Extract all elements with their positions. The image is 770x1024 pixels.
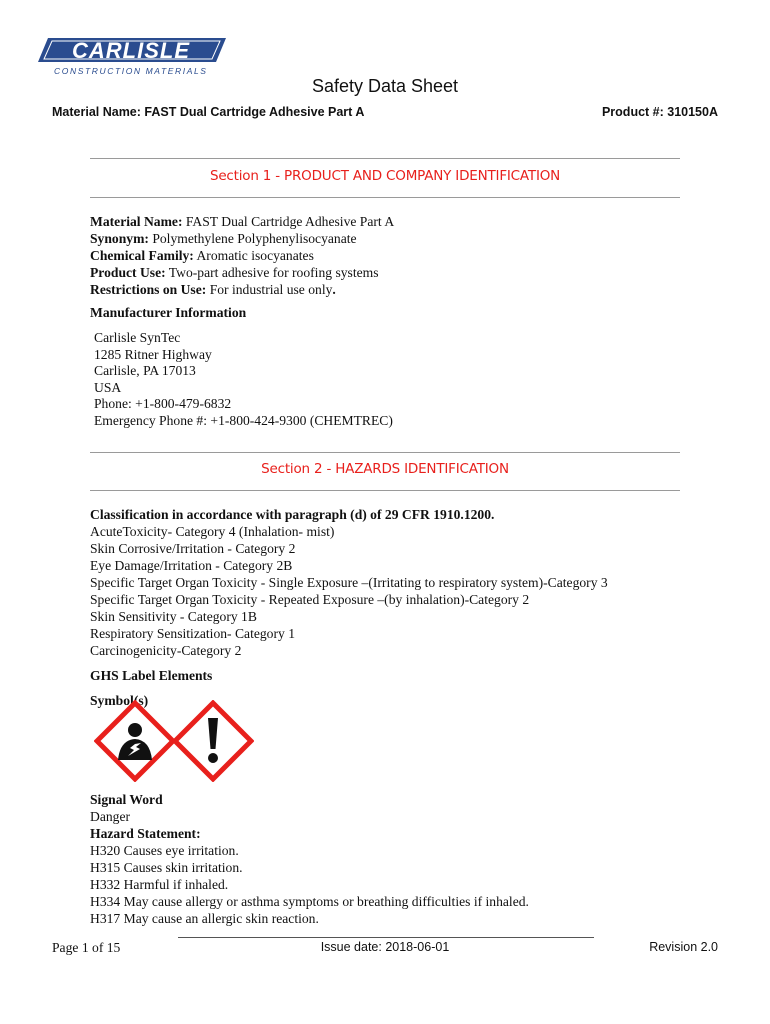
section-1-fields (90, 213, 690, 321)
revision: Revision 2.0 (649, 940, 718, 954)
field-product-use: Product Use: Two-part adhesive for roofing systems (90, 265, 379, 280)
section-2-classification (90, 506, 690, 709)
header-product-number: Product #: 310150A (601, 105, 718, 119)
logo-brand-text: CARLISLE (72, 38, 190, 63)
emergency-phone-line: Emergency Phone #: +1-800-424-9300 (CHEMTREC) (94, 412, 393, 428)
divider (90, 158, 680, 159)
field-restrictions-on-use: Restrictions on Use: For industrial use only. (90, 282, 336, 297)
field-chemical-family: Chemical Family: Aromatic isocyanates (90, 248, 314, 263)
classification-item: AcuteToxicity- Category 4 (Inhalation- mist) (90, 524, 335, 539)
classification-item: Skin Corrosive/Irritation - Category 2 (90, 541, 296, 556)
signal-and-hazard (90, 791, 690, 927)
section-1-title: Section 1 - PRODUCT AND COMPANY IDENTIFICATION (209, 168, 561, 184)
ghs-heading: GHS Label Elements (90, 668, 213, 683)
address-line: Carlisle SynTec (94, 330, 181, 345)
page-number: Page 1 of 15 (52, 940, 121, 955)
address-line: Carlisle, PA 17013 (94, 363, 196, 378)
address-line: USA (94, 379, 122, 395)
hazard-statement: H320 Causes eye irritation. (90, 843, 239, 858)
document-title: Safety Data Sheet (311, 76, 459, 96)
classification-item: Skin Sensitivity - Category 1B (90, 609, 257, 624)
footer-divider (178, 937, 594, 938)
exclamation-mark-icon (172, 700, 254, 782)
signal-word: Danger (90, 809, 131, 824)
field-synonym: Synonym: Polymethylene Polyphenylisocyanate (90, 231, 357, 246)
classification-item: Carcinogenicity-Category 2 (90, 643, 242, 658)
divider (90, 490, 680, 491)
field-material-name: Material Name: FAST Dual Cartridge Adhesive Part A (90, 214, 395, 229)
logo-tagline: CONSTRUCTION MATERIALS (54, 66, 208, 76)
divider (90, 452, 680, 453)
hazard-statement: H334 May cause allergy or asthma symptoms or breathing difficulties if inhaled. (90, 894, 529, 909)
hazard-statement: H317 May cause an allergic skin reaction. (90, 911, 319, 926)
hazard-statement: H315 Causes skin irritation. (90, 860, 243, 875)
hazard-statement: H332 Harmful if inhaled. (90, 877, 229, 892)
manufacturer-heading: Manufacturer Information (90, 305, 247, 320)
health-hazard-icon (94, 700, 176, 782)
header-material-name: Material Name: FAST Dual Cartridge Adhesive Part A (52, 105, 365, 119)
symbols-heading: Symbol(s) (90, 693, 149, 708)
section-2-title: Section 2 - HAZARDS IDENTIFICATION (261, 461, 509, 477)
classification-item: Specific Target Organ Toxicity - Repeated Exposure –(by inhalation)-Category 2 (90, 592, 530, 607)
classification-item: Respiratory Sensitization- Category 1 (90, 626, 295, 641)
signal-word-heading: Signal Word (90, 792, 163, 807)
address-line: 1285 Ritner Highway (94, 346, 212, 362)
manufacturer-address (94, 330, 393, 429)
classification-item: Specific Target Organ Toxicity - Single Exposure –(Irritating to respiratory system)-Category 3 (90, 575, 608, 590)
divider (90, 197, 680, 198)
hazard-statement-heading: Hazard Statement: (90, 826, 201, 841)
classification-item: Eye Damage/Irritation - Category 2B (90, 558, 293, 573)
phone-line: Phone: +1-800-479-6832 (94, 396, 232, 411)
classification-heading: Classification in accordance with paragraph (d) of 29 CFR 1910.1200. (90, 507, 495, 522)
issue-date: Issue date: 2018-06-01 (320, 940, 450, 954)
